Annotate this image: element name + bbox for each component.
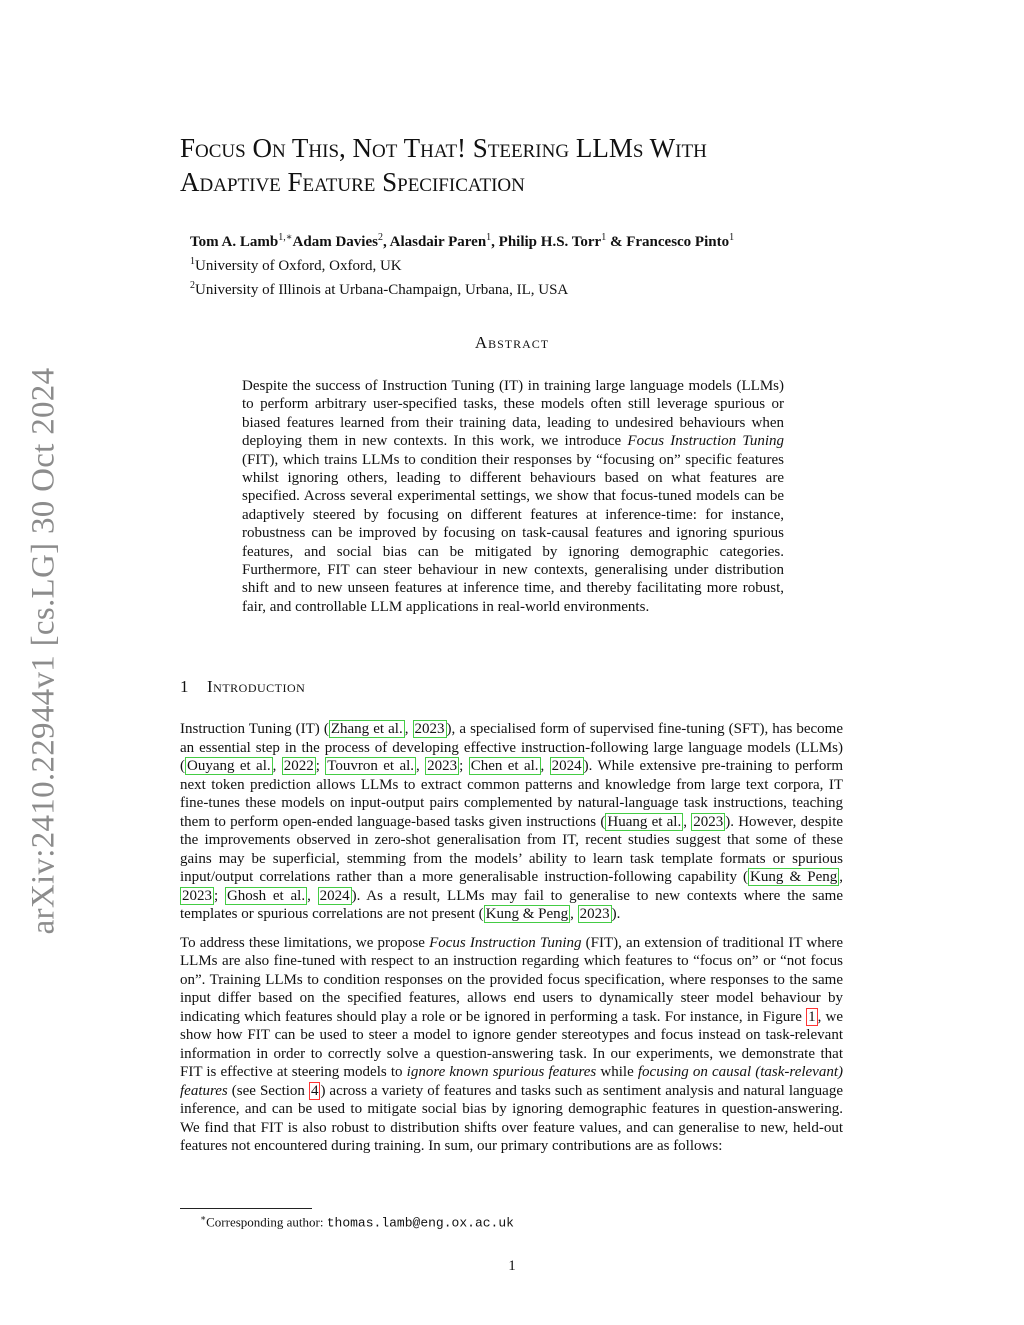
- author-email-link[interactable]: thomas.lamb@eng.ox.ac.uk: [326, 1215, 514, 1231]
- author-1: Tom A. Lamb: [190, 234, 279, 250]
- text-run: ).: [611, 906, 621, 922]
- affiliation-1-text: University of Oxford, Oxford, UK: [195, 258, 402, 274]
- citation-link[interactable]: Ouyang et al.: [187, 758, 271, 774]
- author-5-affil: 1: [729, 232, 735, 243]
- text-run: ). As a result, LLMs may fail to generalise to new contexts where the same templates or spurious correlations are not present (: [180, 887, 843, 922]
- section-ref-link[interactable]: 4: [310, 1082, 319, 1099]
- text-run: ). However, despite the improvements observed in zero-shot generalisation from IT, recent studies suggest that some of these gains may be superficial, stemming from the models’ ability to learn task template formats or spurious input/output correlations rather than a more generalisable instruction-following capability (: [180, 813, 844, 885]
- introduction-body: [180, 720, 843, 1166]
- text-run: ,: [404, 721, 413, 737]
- citation-link[interactable]: Kung & Peng: [485, 906, 569, 922]
- author-5: & Francesco Pinto: [609, 234, 730, 250]
- text-run: ,: [839, 869, 843, 885]
- arxiv-sidebar: [18, 356, 70, 946]
- footnote-marker: ∗: [200, 1213, 207, 1223]
- affiliation-2-marker: 2: [190, 280, 195, 291]
- text-run: To address these limitations, we propose: [180, 934, 430, 951]
- text-run: ;: [315, 758, 326, 774]
- citation-link[interactable]: Kung & Peng: [750, 869, 838, 885]
- paper-title: [180, 131, 880, 199]
- intro-paragraph-2: [180, 934, 843, 1156]
- affiliation-2-text: University of Illinois at Urbana-Champaign, Urbana, IL, USA: [195, 282, 569, 298]
- author-block: [190, 228, 734, 300]
- title-line-1: Focus On This, Not That! Steering LLMs With: [180, 133, 707, 163]
- text-run: (see Section: [227, 1082, 309, 1099]
- section-number: 1: [180, 677, 189, 696]
- text-run: (FIT), an extension of traditional IT where LLMs are also fine-tuned with respect to an instruction regarding which features to “focus on” or “not focus on”. Training LLMs to condition responses on the provided focus specification, where responses to the same input differ based on the specified features, allows end users to dynamically steer model behaviour by indicating which features should play a role or be ignored in performing a task. For instance, in Figure: [180, 934, 844, 1025]
- abstract-part-2: (FIT), which trains LLMs to condition their responses by “focusing on” specific features whilst ignoring others, leading to different behaviours based on what features are specified. Across several experimental settings, we show that focus-tuned models can be adaptively steered by focusing on different features at inference-time: for instance, robustness can be improved by focusing on task-causal features and ignoring spurious features, and social bias can be mitigated by ignoring demographic categories. Furthermore, FIT can steer behaviour in new contexts, generalising under distribution shift and to new unseen features at inference time, and thereby facilitating more robust, fair, and controllable LLM applications in real-world environments.: [242, 451, 784, 615]
- arxiv-identifier: arXiv:2410.22944v1 [cs.LG] 30 Oct 2024: [25, 367, 62, 935]
- footnote: [200, 1210, 514, 1231]
- emphasis: Focus Instruction Tuning: [429, 934, 582, 951]
- text-run: , we show how FIT can be used to steer a model to ignore gender stereotypes and focus instead on task-relevant information in order to correctly solve a question-answering task. In our experiments, we demonstrate that FIT is effective at steering models to: [180, 1008, 843, 1080]
- text-run: ,: [416, 758, 426, 774]
- text-run: ,: [307, 887, 318, 904]
- intro-paragraph-1: [180, 720, 843, 924]
- text-run: ) across a variety of features and tasks such as sentiment analysis and natural language inference, and can be used to mitigate social bias by ignoring demographic features in question-answering. We find that FIT is also robust to distribution shifts over feature values, and can generalise to new, held-out features not encountered during training. In sum, our primary contributions are as follows:: [180, 1082, 843, 1154]
- text-run: ,: [570, 906, 578, 922]
- emphasis: ignore known spurious features: [406, 1064, 597, 1080]
- text-run: ). While extensive pre-training to perform next token prediction allows LLMs to extract common patterns and knowledge from large text corpora, IT fine-tunes these models on input-output pairs complemented by natural-language task instructions, teaching them to perform open-ended language-based tasks given instructions (: [180, 758, 844, 830]
- affiliation-1: [190, 252, 734, 276]
- author-4: , Philip H.S. Torr: [491, 234, 602, 250]
- abstract-emphasis: Focus Instruction Tuning: [627, 433, 785, 450]
- abstract-text: [242, 377, 784, 616]
- text-run: while: [596, 1064, 638, 1080]
- author-names: [190, 228, 734, 252]
- citation-link[interactable]: 2023: [579, 906, 610, 922]
- citation-link[interactable]: 2023: [693, 813, 724, 830]
- abstract-heading: Abstract: [474, 333, 550, 352]
- footnote-label: Corresponding author:: [206, 1214, 327, 1230]
- author-2-affil: 2: [377, 232, 383, 243]
- citation-link[interactable]: 2022: [283, 758, 314, 774]
- author-1-star: ∗: [285, 232, 293, 243]
- page-number: 1: [508, 1258, 516, 1274]
- citation-link[interactable]: 2024: [319, 887, 350, 904]
- citation-link[interactable]: Huang et al.: [607, 813, 682, 830]
- text-run: ), a specialised form of supervised fine-tuning (SFT), has become an essential step in the process of developing effective instruction-following large language models (LLMs) (: [180, 721, 844, 774]
- author-2: Adam Davies: [292, 234, 378, 250]
- section-heading-introduction: [180, 677, 305, 697]
- text-run: ,: [540, 758, 550, 774]
- text-run: ,: [272, 758, 282, 774]
- citation-link[interactable]: 2023: [414, 721, 445, 737]
- citation-link[interactable]: Ghosh et al.: [226, 887, 306, 904]
- emphasis: focusing on causal (task-relevant) features: [180, 1064, 844, 1099]
- citation-link[interactable]: 2024: [551, 758, 582, 774]
- author-4-affil: 1: [601, 232, 607, 243]
- title-line-2: Adaptive Feature Specification: [180, 167, 525, 197]
- citation-link[interactable]: Touvron et al.: [327, 758, 415, 774]
- author-3: , Alasdair Paren: [382, 234, 487, 250]
- citation-link[interactable]: 2023: [182, 887, 212, 904]
- citation-link[interactable]: Zhang et al.: [330, 721, 403, 737]
- text-run: Instruction Tuning (IT) (: [180, 721, 329, 737]
- text-run: ;: [459, 758, 469, 774]
- figure-ref-link[interactable]: 1: [808, 1008, 816, 1025]
- affiliation-1-marker: 1: [190, 256, 195, 267]
- footnote-rule: [180, 1208, 312, 1209]
- section-title: Introduction: [207, 677, 306, 696]
- abstract-part-1: Despite the success of Instruction Tuning (IT) in training large language models (LLMs) to perform arbitrary user-specified tasks, these models often still leverage spurious or biased features learned from their training data, leading to undesired behaviours when deploying them in new contexts. In this work, we introduce: [242, 378, 784, 450]
- text-run: ;: [214, 887, 225, 904]
- text-run: ,: [683, 813, 692, 830]
- author-1-affil: 1,: [278, 232, 286, 243]
- author-3-affil: 1: [486, 232, 492, 243]
- affiliation-2: [190, 276, 734, 300]
- citation-link[interactable]: Chen et al.: [470, 758, 539, 774]
- citation-link[interactable]: 2023: [427, 758, 458, 774]
